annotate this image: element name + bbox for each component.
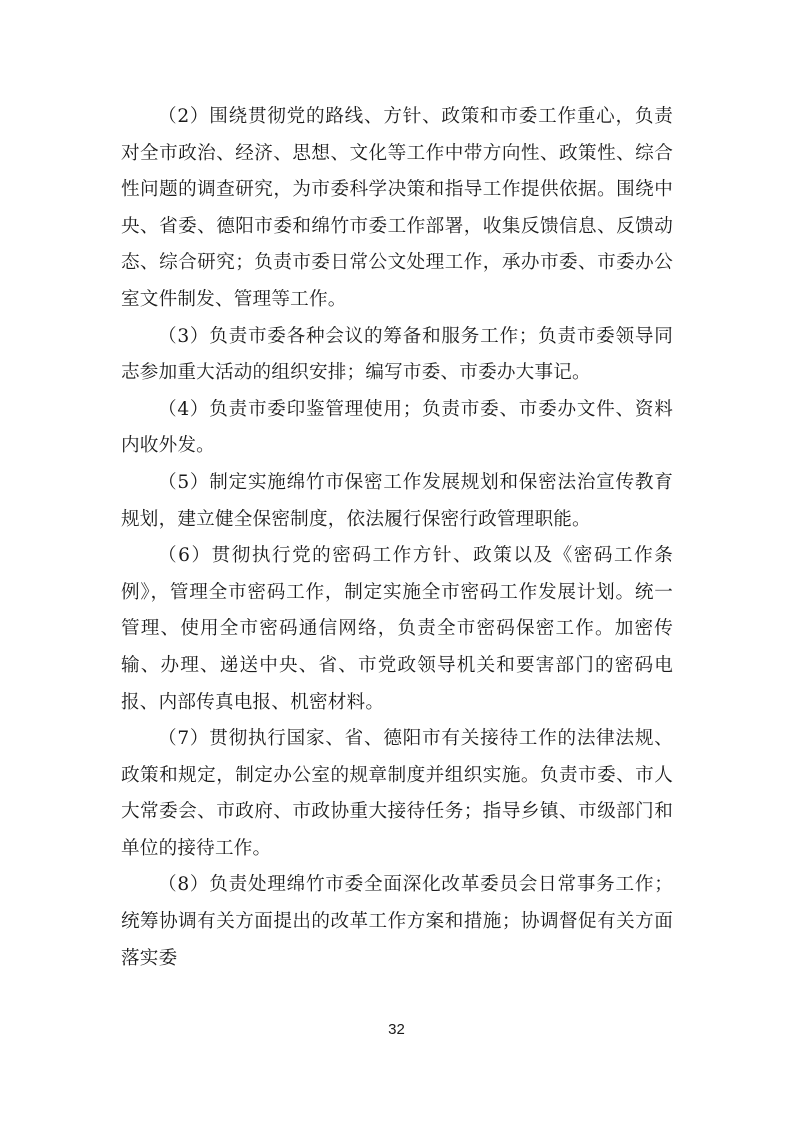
paragraph-item-4: （4）负责市委印鉴管理使用；负责市委、市委办文件、资料内收外发。 [121,398,673,457]
paragraph-item-6: （6）贯彻执行党的密码工作方针、政策以及《密码工作条例》，管理全市密码工作，制定实施全市密码工作发展计划。统一管理、使用全市密码通信网络，负责全市密码保密工作。加密传输、办理、递送中央、省、市党政领导机关和要害部门的密码电报、内部传真电报、机密材料。 [121,545,673,713]
paragraph-item-3: （3）负责市委各种会议的筹备和服务工作；负责市委领导同志参加重大活动的组织安排；编写市委、市委办大事记。 [121,325,673,384]
paragraph-item-7: （7）贯彻执行国家、省、德阳市有关接待工作的法律法规、政策和规定，制定办公室的规章制度并组织实施。负责市委、市人大常委会、市政府、市政协重大接待任务；指导乡镇、市级部门和单位的接待工作。 [121,728,673,859]
paragraph-item-5: （5）制定实施绵竹市保密工作发展规划和保密法治宣传教育规划，建立健全保密制度，依法履行保密行政管理职能。 [121,471,673,530]
page-number: 32 [388,1021,405,1038]
paragraph-item-2: （2）围绕贯彻党的路线、方针、政策和市委工作重心，负责对全市政治、经济、思想、文化等工作中带方向性、政策性、综合性问题的调查研究，为市委科学决策和指导工作提供依据。围绕中央、省委、德阳市委和绵竹市委工作部署，收集反馈信息、反馈动态、综合研究；负责市委日常公文处理工作，承办市委、市委办公室文件制发、管理等工作。 [121,106,673,310]
paragraph-item-8: （8）负责处理绵竹市委全面深化改革委员会日常事务工作；统筹协调有关方面提出的改革工作方案和措施；协调督促有关方面落实委 [121,874,673,969]
document-body [121,99,673,977]
